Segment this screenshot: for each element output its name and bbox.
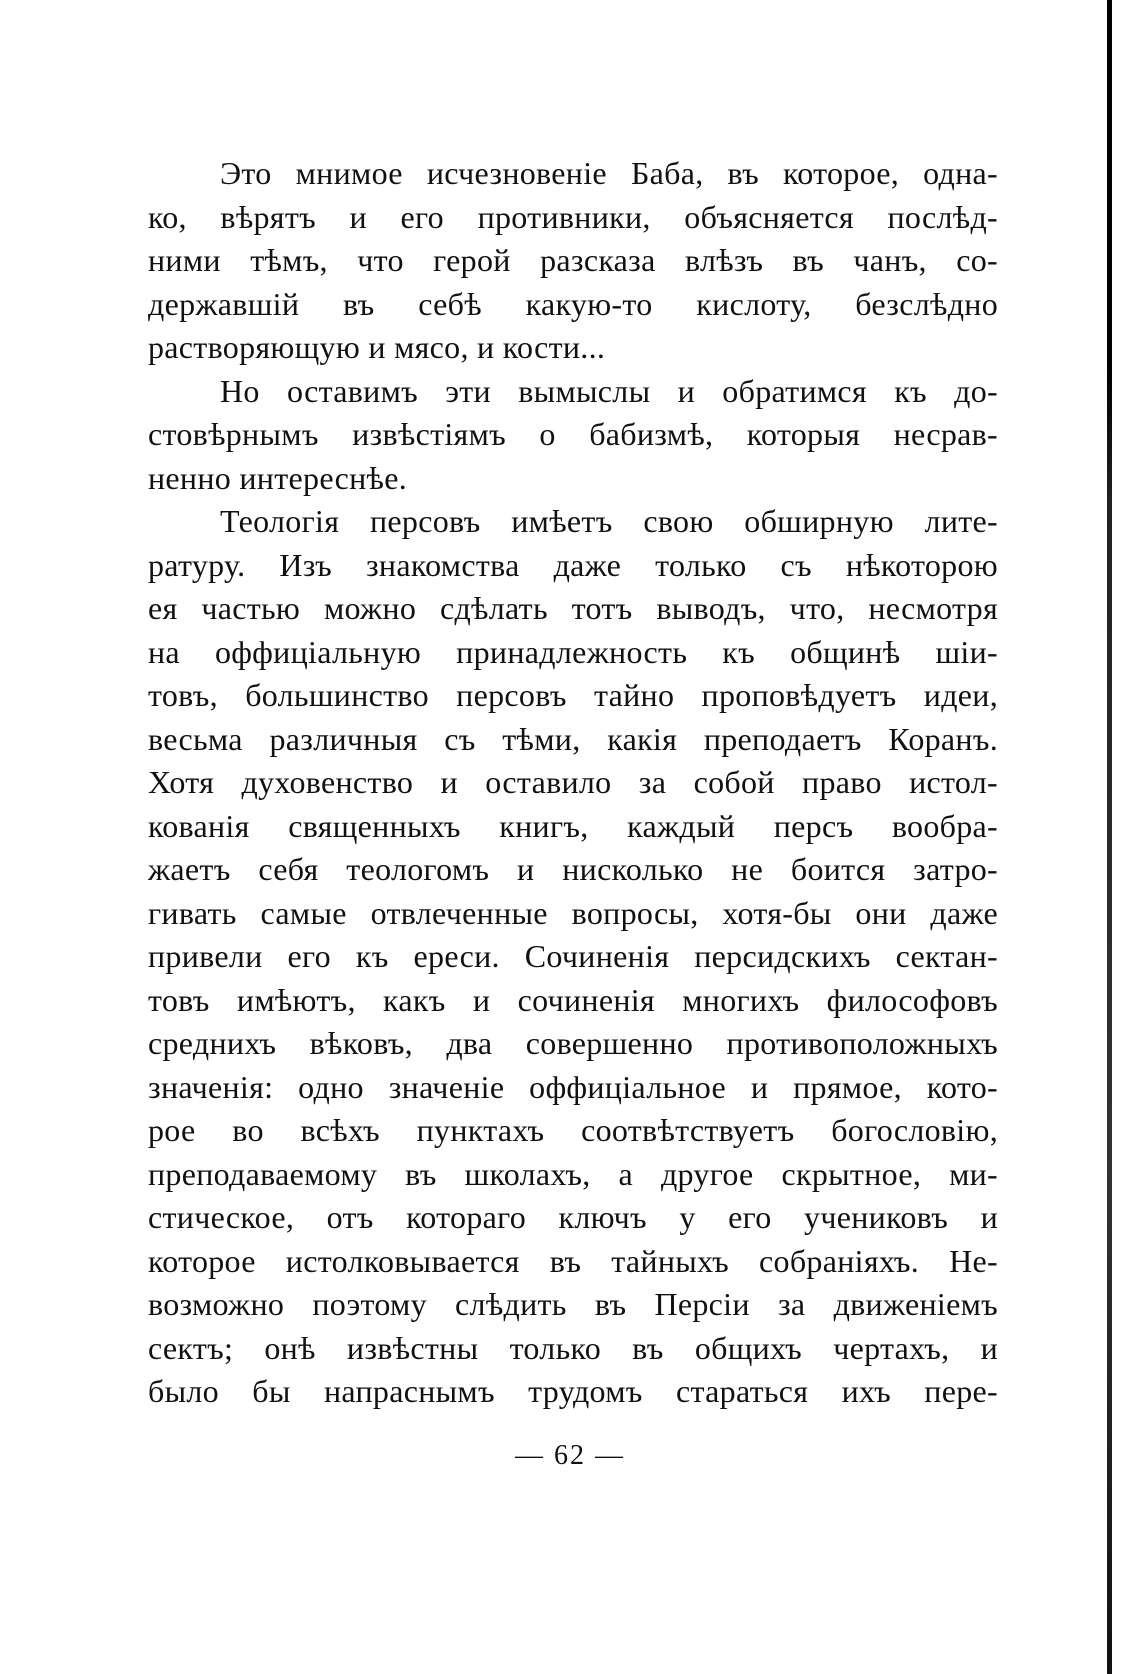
text-line: Теологія персовъ имѣетъ свою обширную лите- [220, 503, 998, 539]
text-line: привели его къ ереси. Сочиненія персидскихъ сектан- [148, 938, 998, 974]
text-line: ея частью можно сдѣлать тотъ выводъ, что, несмотря [148, 590, 998, 626]
text-line: рое во всѣхъ пунктахъ соотвѣтствуетъ богословію, [148, 1112, 998, 1148]
page-edge-shadow [1107, 0, 1112, 1674]
text-line: ко, вѣрятъ и его противники, объясняется послѣд- [148, 198, 998, 235]
page-number: — 62 — [515, 1440, 625, 1471]
text-line: товъ, большинство персовъ тайно проповѣдуетъ идеи, [148, 677, 998, 713]
text-line: кованія священныхъ книгъ, каждый персъ вообра- [148, 807, 998, 844]
text-line: ратуру. Изъ знакомства даже только съ нѣкоторою [148, 546, 998, 583]
text-line: товъ имѣютъ, какъ и сочиненія многихъ философовъ [148, 981, 998, 1018]
text-line: которое истолковывается въ тайныхъ собраніяхъ. Не- [148, 1242, 998, 1279]
text-line: на оффиціальную принадлежность къ общинѣ шіи- [148, 633, 998, 670]
text-line: Но оставимъ эти вымыслы и обратимся къ до- [220, 372, 998, 409]
text-line: гивать самые отвлеченные вопросы, хотя-бы они даже [148, 894, 998, 931]
text-line: преподаваемому въ школахъ, а другое скрытное, ми- [148, 1155, 998, 1192]
text-line: ними тѣмъ, что герой разсказа влѣзъ въ чанъ, со- [148, 242, 998, 278]
text-line: жаетъ себя теологомъ и нисколько не боится затро- [148, 851, 998, 887]
text-line: Хотя духовенство и оставило за собой право истол- [148, 764, 998, 800]
text-line: стическое, отъ котораго ключъ у его учениковъ и [148, 1199, 998, 1235]
text-line: значенія: одно значеніе оффиціальное и прямое, кото- [148, 1068, 998, 1105]
page-text [148, 152, 998, 1414]
text-line: среднихъ вѣковъ, два совершенно противоположныхъ [148, 1025, 998, 1061]
text-line: было бы напраснымъ трудомъ стараться ихъ пере- [148, 1373, 998, 1409]
text-line: Это мнимое исчезновеніе Баба, въ которое, одна- [220, 155, 998, 191]
text-line: возможно поэтому слѣдить въ Персіи за движеніемъ [148, 1286, 998, 1322]
text-line: сектъ; онѣ извѣстны только въ общихъ чертахъ, и [148, 1329, 998, 1366]
text-line: стовѣрнымъ извѣстіямъ о бабизмѣ, которыя несрав- [148, 416, 998, 452]
text-line: растворяющую и мясо, и кости... [148, 329, 606, 365]
text-line: ненно интереснѣе. [148, 459, 408, 496]
text-line: весьма различныя съ тѣми, какія преподаетъ Коранъ. [148, 720, 998, 757]
text-line: державшій въ себѣ какую-то кислоту, безслѣдно [148, 285, 998, 322]
